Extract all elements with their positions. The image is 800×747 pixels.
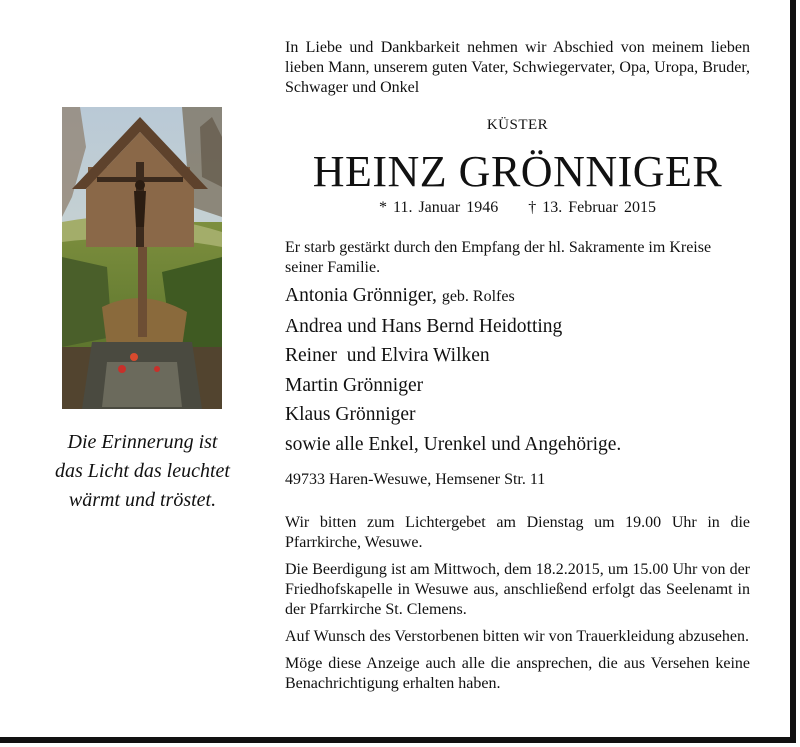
family-member: sowie alle Enkel, Urenkel und Angehörige. [285,433,622,455]
occupation-title: KÜSTER [486,117,549,133]
quote-line: wärmt und tröstet. [68,489,217,511]
funeral-notice: Die Beerdigung ist am Mittwoch, dem 18.2.2015, um 15.00 Uhr von der Friedhofskapelle in Wesuwe aus, anschließend erfolgt das Seelenamt in der Pfarrkirche St. Clemens. [285,561,750,618]
wayside-cross-image [62,107,222,409]
family-member: Andrea und Hans Bernd Heidotting [285,315,563,337]
birth-date: * 11. Januar 1946 [379,199,499,216]
maiden-name-note: geb. Rolfes [441,288,515,305]
family-member-name: Antonia Grönniger, [285,285,437,306]
closing-notice: Möge diese Anzeige auch alle die ansprechen, die aus Versehen keine Benachrichtigung erhalten haben. [285,655,750,692]
death-circumstances: Er starb gestärkt durch den Empfang der hl. Sakramente im Kreise seiner Familie. [285,239,712,276]
life-dates [285,199,750,217]
family-member: Reiner und Elvira Wilken [285,345,490,366]
quote-line: Die Erinnerung ist [67,431,218,453]
attire-notice: Auf Wunsch des Verstorbenen bitten wir von Trauerkleidung abzusehen. [285,628,750,645]
intro-text: In Liebe und Dankbarkeit nehmen wir Abschied von meinem lieben lieben Mann, unserem guten Vater, Schwiegervater, Opa, Uropa, Bruder, Schwager und Onkel [285,39,750,96]
death-date: † 13. Februar 2015 [528,199,656,216]
deceased-name: HEINZ GRÖNNIGER [312,147,723,196]
family-member: Martin Grönniger [285,374,424,396]
family-list [285,281,750,459]
notices [285,513,750,701]
wayside-cross-photo [62,107,222,409]
prayer-notice: Wir bitten zum Lichtergebet am Dienstag um 19.00 Uhr in die Pfarrkirche, Wesuwe. [285,514,750,551]
mourning-address: 49733 Haren-Wesuwe, Hemsener Str. 11 [285,471,546,488]
quote-line: das Licht das leuchtet [55,460,230,482]
memorial-quote [40,428,245,515]
family-member [285,281,750,312]
family-member: Klaus Grönniger [285,404,416,425]
